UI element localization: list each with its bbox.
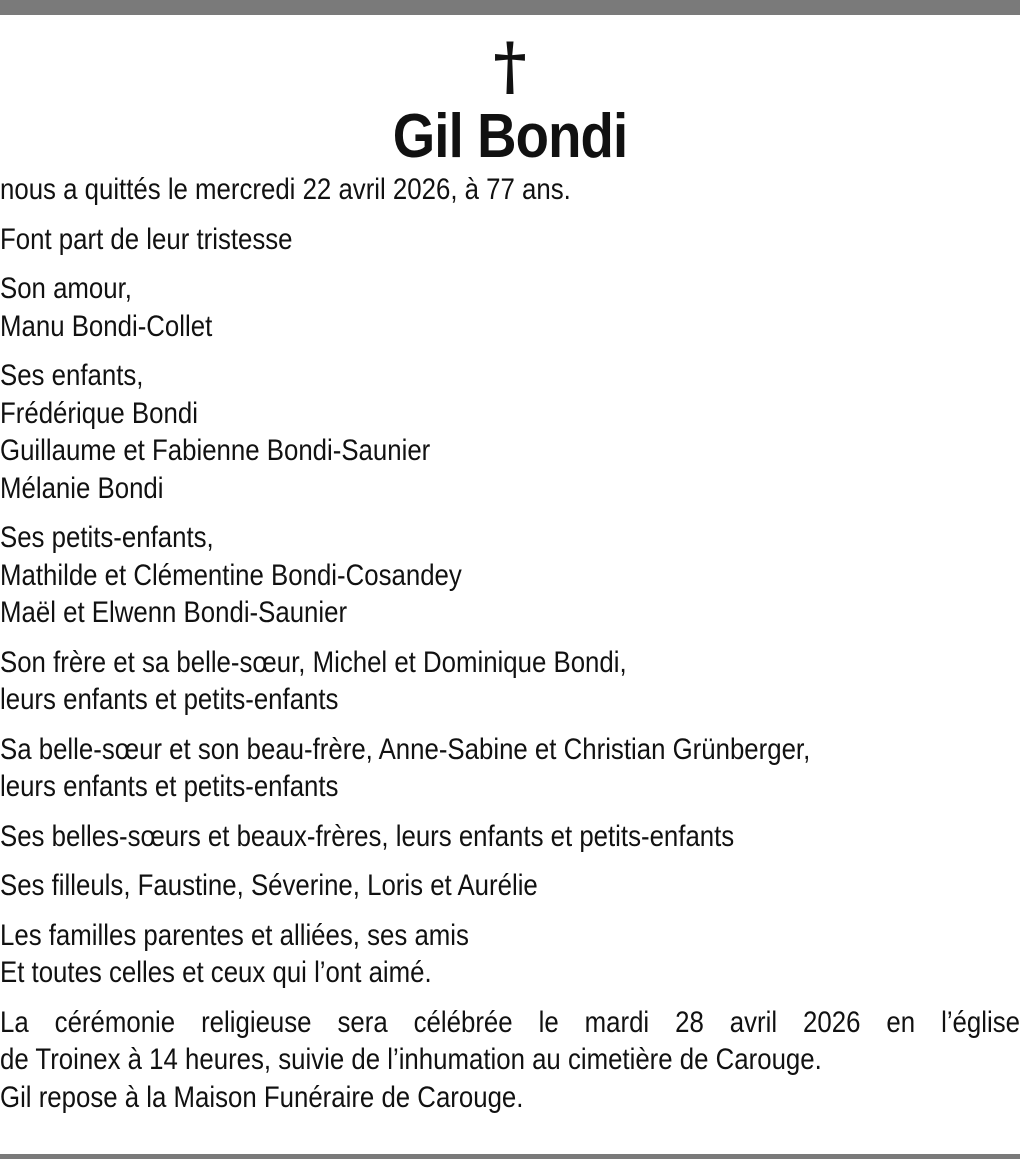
family-line: Manu Bondi-Collet	[0, 309, 213, 343]
ceremony-line-2: de Troinex à 14 heures, suivie de l’inhumation au cimetière de Carouge.	[0, 1043, 822, 1076]
family-line: Ses belles-sœurs et beaux-frères, leurs enfants et petits-enfants	[0, 819, 735, 853]
family-paragraph	[0, 357, 1020, 507]
ceremony-line-1: La cérémonie religieuse sera célébrée le mardi 28 avril 2026 en l’église	[0, 1005, 1020, 1039]
cross-icon: †	[493, 29, 527, 104]
family-paragraph	[0, 917, 1020, 992]
family-line: Mélanie Bondi	[0, 471, 164, 505]
family-paragraph	[0, 221, 1020, 259]
family-line: Ses filleuls, Faustine, Séverine, Loris et Aurélie	[0, 869, 538, 902]
family-line: Guillaume et Fabienne Bondi-Saunier	[0, 434, 431, 467]
family-paragraph	[0, 644, 1020, 719]
family-line: Les familles parentes et alliées, ses amis	[0, 918, 469, 952]
top-rule	[0, 0, 1020, 15]
family-line: Mathilde et Clémentine Bondi-Cosandey	[0, 558, 462, 592]
family-paragraph	[0, 731, 1020, 806]
family-line: Ses enfants,	[0, 359, 144, 392]
family-line: Son frère et sa belle-sœur, Michel et Dominique Bondi,	[0, 645, 627, 679]
ceremony-line-3: Gil repose à la Maison Funéraire de Carouge.	[0, 1080, 524, 1114]
family-line: Sa belle-sœur et son beau-frère, Anne-Sabine et Christian Grünberger,	[0, 732, 811, 766]
family-line: Font part de leur tristesse	[0, 222, 293, 256]
bottom-rule	[0, 1154, 1020, 1159]
family-paragraph	[0, 270, 1020, 345]
family-line: Maël et Elwenn Bondi-Saunier	[0, 596, 348, 629]
family-paragraphs	[0, 221, 1020, 992]
obituary-notice	[0, 15, 1020, 1128]
family-paragraph	[0, 818, 1020, 856]
family-paragraph	[0, 519, 1020, 632]
family-line: Et toutes celles et ceux qui l’ont aimé.	[0, 956, 432, 989]
intro-text: nous a quittés le mercredi 22 avril 2026, à 77 ans.	[0, 173, 571, 206]
family-line: Ses petits-enfants,	[0, 521, 214, 554]
ceremony-paragraph	[0, 1004, 1020, 1117]
deceased-name: Gil Bondi	[392, 102, 628, 171]
family-line: leurs enfants et petits-enfants	[0, 683, 339, 716]
family-line: Frédérique Bondi	[0, 396, 198, 430]
family-line: Son amour,	[0, 272, 132, 305]
family-paragraph	[0, 867, 1020, 905]
intro-line	[0, 171, 1020, 209]
family-line: leurs enfants et petits-enfants	[0, 770, 339, 803]
notice-body	[0, 171, 1020, 1116]
